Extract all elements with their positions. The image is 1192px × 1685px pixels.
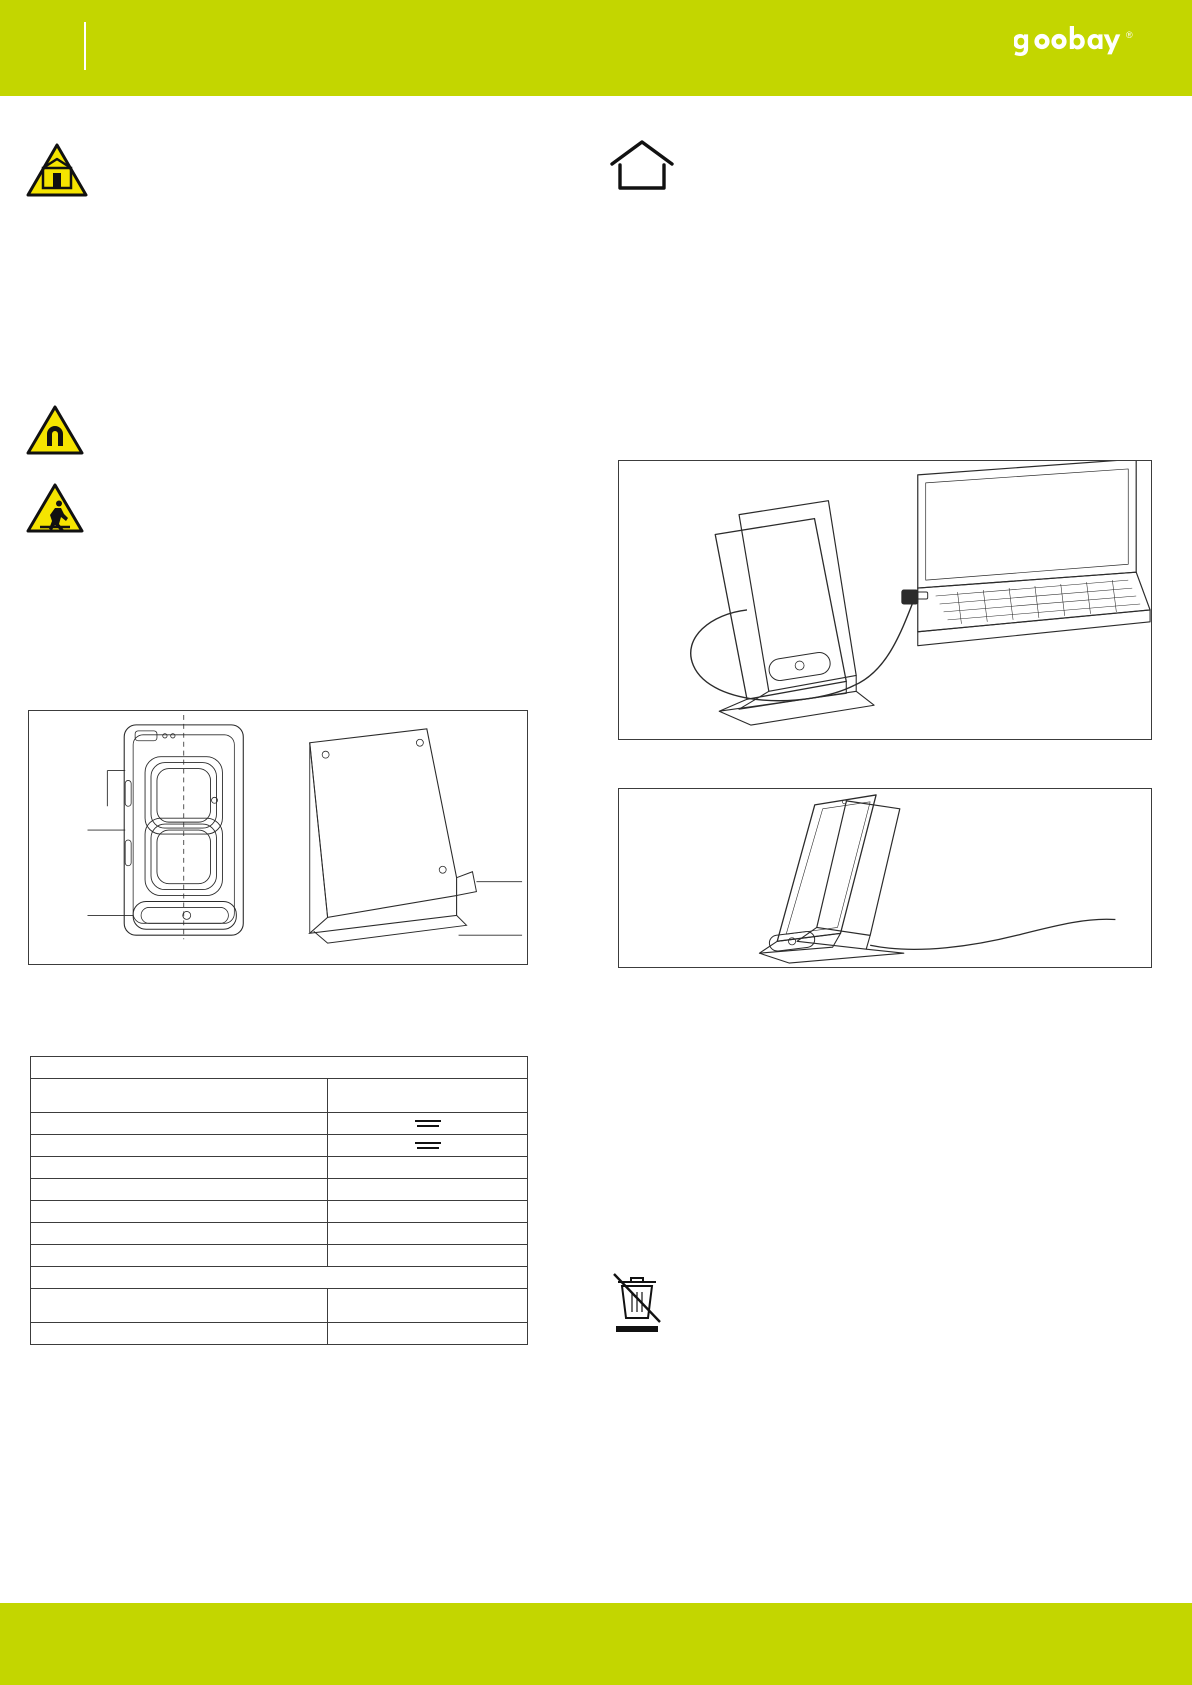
connect-to-laptop-figure [618, 460, 1152, 740]
table-cell [31, 1113, 328, 1135]
table-row [31, 1289, 528, 1323]
table-row [31, 1245, 528, 1267]
table-row [31, 1057, 528, 1079]
table-cell [328, 1157, 528, 1179]
table-cell [31, 1223, 328, 1245]
goobay-logo [1014, 20, 1164, 60]
table-cell-dc-symbol [328, 1113, 528, 1135]
magnetic-field-warning-icon [26, 404, 84, 456]
table-cell [328, 1223, 528, 1245]
table-cell [328, 1245, 528, 1267]
header-bar [0, 0, 1192, 96]
dc-voltage-icon [415, 1140, 441, 1151]
table-row [31, 1079, 528, 1113]
table-row [31, 1157, 528, 1179]
table-cell [31, 1135, 328, 1157]
table-cell [328, 1079, 528, 1113]
indoor-house-icon [608, 140, 678, 192]
table-cell [31, 1267, 528, 1289]
table-cell [31, 1179, 328, 1201]
weee-crossed-out-bin-icon [612, 1272, 662, 1334]
svg-text:®: ® [1126, 30, 1133, 40]
table-cell [31, 1079, 328, 1113]
table-row [31, 1179, 528, 1201]
footer-bar [0, 1603, 1192, 1685]
tripping-hazard-warning-icon [26, 482, 84, 534]
header-divider [84, 22, 86, 70]
specifications-table [30, 1056, 528, 1345]
table-row [31, 1267, 528, 1289]
table-cell-dc-symbol [328, 1135, 528, 1157]
table-cell [31, 1289, 328, 1323]
indoor-use-only-icon [26, 142, 88, 198]
table-cell [31, 1245, 328, 1267]
table-row [31, 1223, 528, 1245]
table-row [31, 1201, 528, 1223]
product-overview-figure [28, 710, 528, 965]
dc-voltage-icon [415, 1118, 441, 1129]
table-row [31, 1113, 528, 1135]
table-cell [328, 1179, 528, 1201]
table-row [31, 1323, 528, 1345]
table-cell [31, 1323, 328, 1345]
table-cell [328, 1201, 528, 1223]
phone-on-stand-figure [618, 788, 1152, 968]
table-cell [328, 1323, 528, 1345]
table-cell [31, 1057, 528, 1079]
table-cell [31, 1201, 328, 1223]
table-row [31, 1135, 528, 1157]
table-cell [31, 1157, 328, 1179]
table-cell [328, 1289, 528, 1323]
